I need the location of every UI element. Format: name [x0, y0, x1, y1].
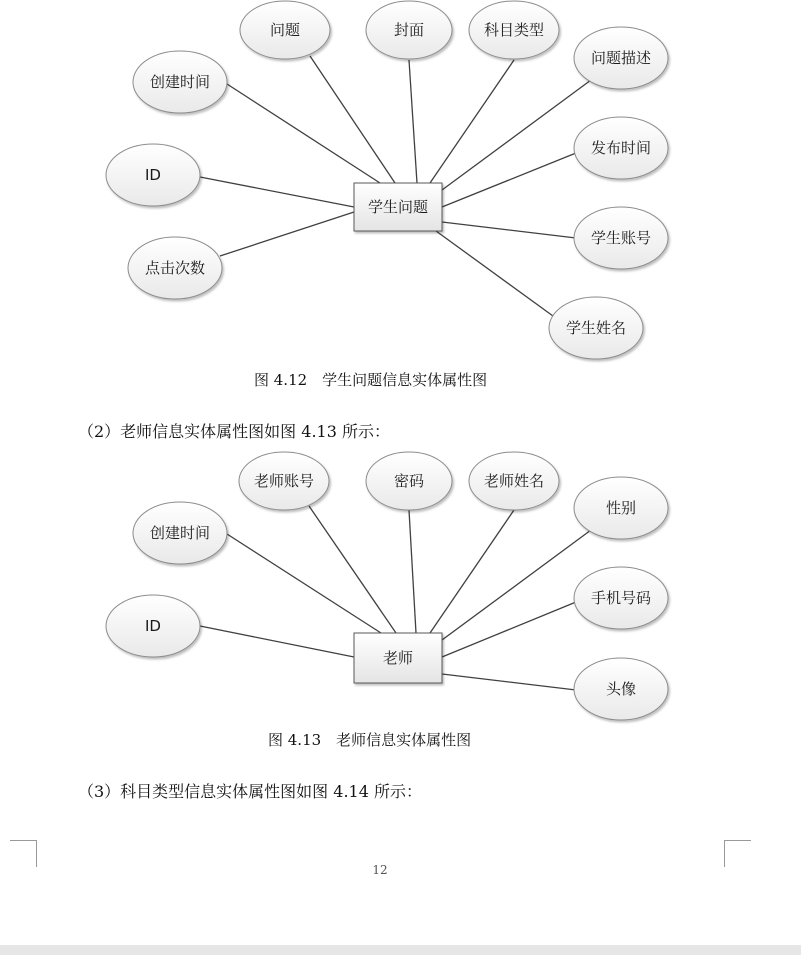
svg-text:学生账号: 学生账号	[590, 229, 652, 247]
svg-text:科目类型: 科目类型	[483, 21, 545, 39]
svg-text:ID: ID	[145, 617, 161, 635]
svg-text:学生问题: 学生问题	[367, 198, 429, 216]
svg-text:学生姓名: 学生姓名	[565, 319, 627, 337]
attribute-publish-time	[574, 117, 668, 179]
svg-text:问题描述: 问题描述	[590, 49, 652, 67]
figure-caption-4-12: 图 4.12 学生问题信息实体属性图	[254, 371, 488, 389]
svg-text:老师姓名: 老师姓名	[483, 472, 545, 490]
attribute-avatar	[574, 658, 668, 720]
svg-text:点击次数: 点击次数	[144, 259, 206, 277]
attribute-subject-type	[469, 1, 559, 59]
svg-text:ID: ID	[145, 166, 161, 184]
svg-text:封面: 封面	[393, 21, 425, 39]
attribute-create-time	[133, 502, 227, 564]
attribute-question-description	[574, 27, 668, 89]
svg-text:老师: 老师	[382, 649, 414, 667]
attribute-password	[366, 452, 452, 510]
svg-text:密码: 密码	[393, 472, 425, 490]
attribute-teacher-account	[239, 452, 329, 510]
svg-text:头像: 头像	[605, 680, 637, 698]
paragraph-teacher-intro: （2）老师信息实体属性图如图 4.13 所示：	[78, 422, 390, 441]
attribute-cover	[366, 1, 452, 59]
attribute-id	[106, 144, 200, 206]
attribute-teacher-name	[469, 452, 559, 510]
svg-text:创建时间: 创建时间	[149, 524, 211, 542]
attribute-question	[240, 1, 330, 59]
entity-student-question	[354, 183, 442, 231]
entity-teacher	[354, 633, 442, 683]
svg-text:创建时间: 创建时间	[149, 73, 211, 91]
window-bottom-bar	[0, 945, 801, 955]
svg-text:问题: 问题	[269, 21, 301, 39]
figure-caption-4-13: 图 4.13 老师信息实体属性图	[268, 731, 472, 749]
attribute-student-name	[549, 297, 643, 359]
er-diagram-student-question	[106, 1, 668, 359]
page-number: 12	[372, 863, 388, 877]
attribute-phone-number	[574, 567, 668, 629]
svg-text:发布时间: 发布时间	[590, 139, 652, 157]
attribute-create-time	[133, 51, 227, 113]
attribute-id	[106, 595, 200, 657]
svg-text:老师账号: 老师账号	[253, 472, 315, 490]
svg-text:手机号码: 手机号码	[590, 589, 652, 607]
attribute-gender	[574, 477, 668, 539]
attribute-click-count	[128, 237, 222, 299]
paragraph-subject-type-intro: （3）科目类型信息实体属性图如图 4.14 所示：	[78, 782, 422, 801]
svg-text:性别: 性别	[605, 499, 637, 517]
attribute-student-account	[574, 207, 668, 269]
er-diagram-teacher	[106, 452, 668, 720]
